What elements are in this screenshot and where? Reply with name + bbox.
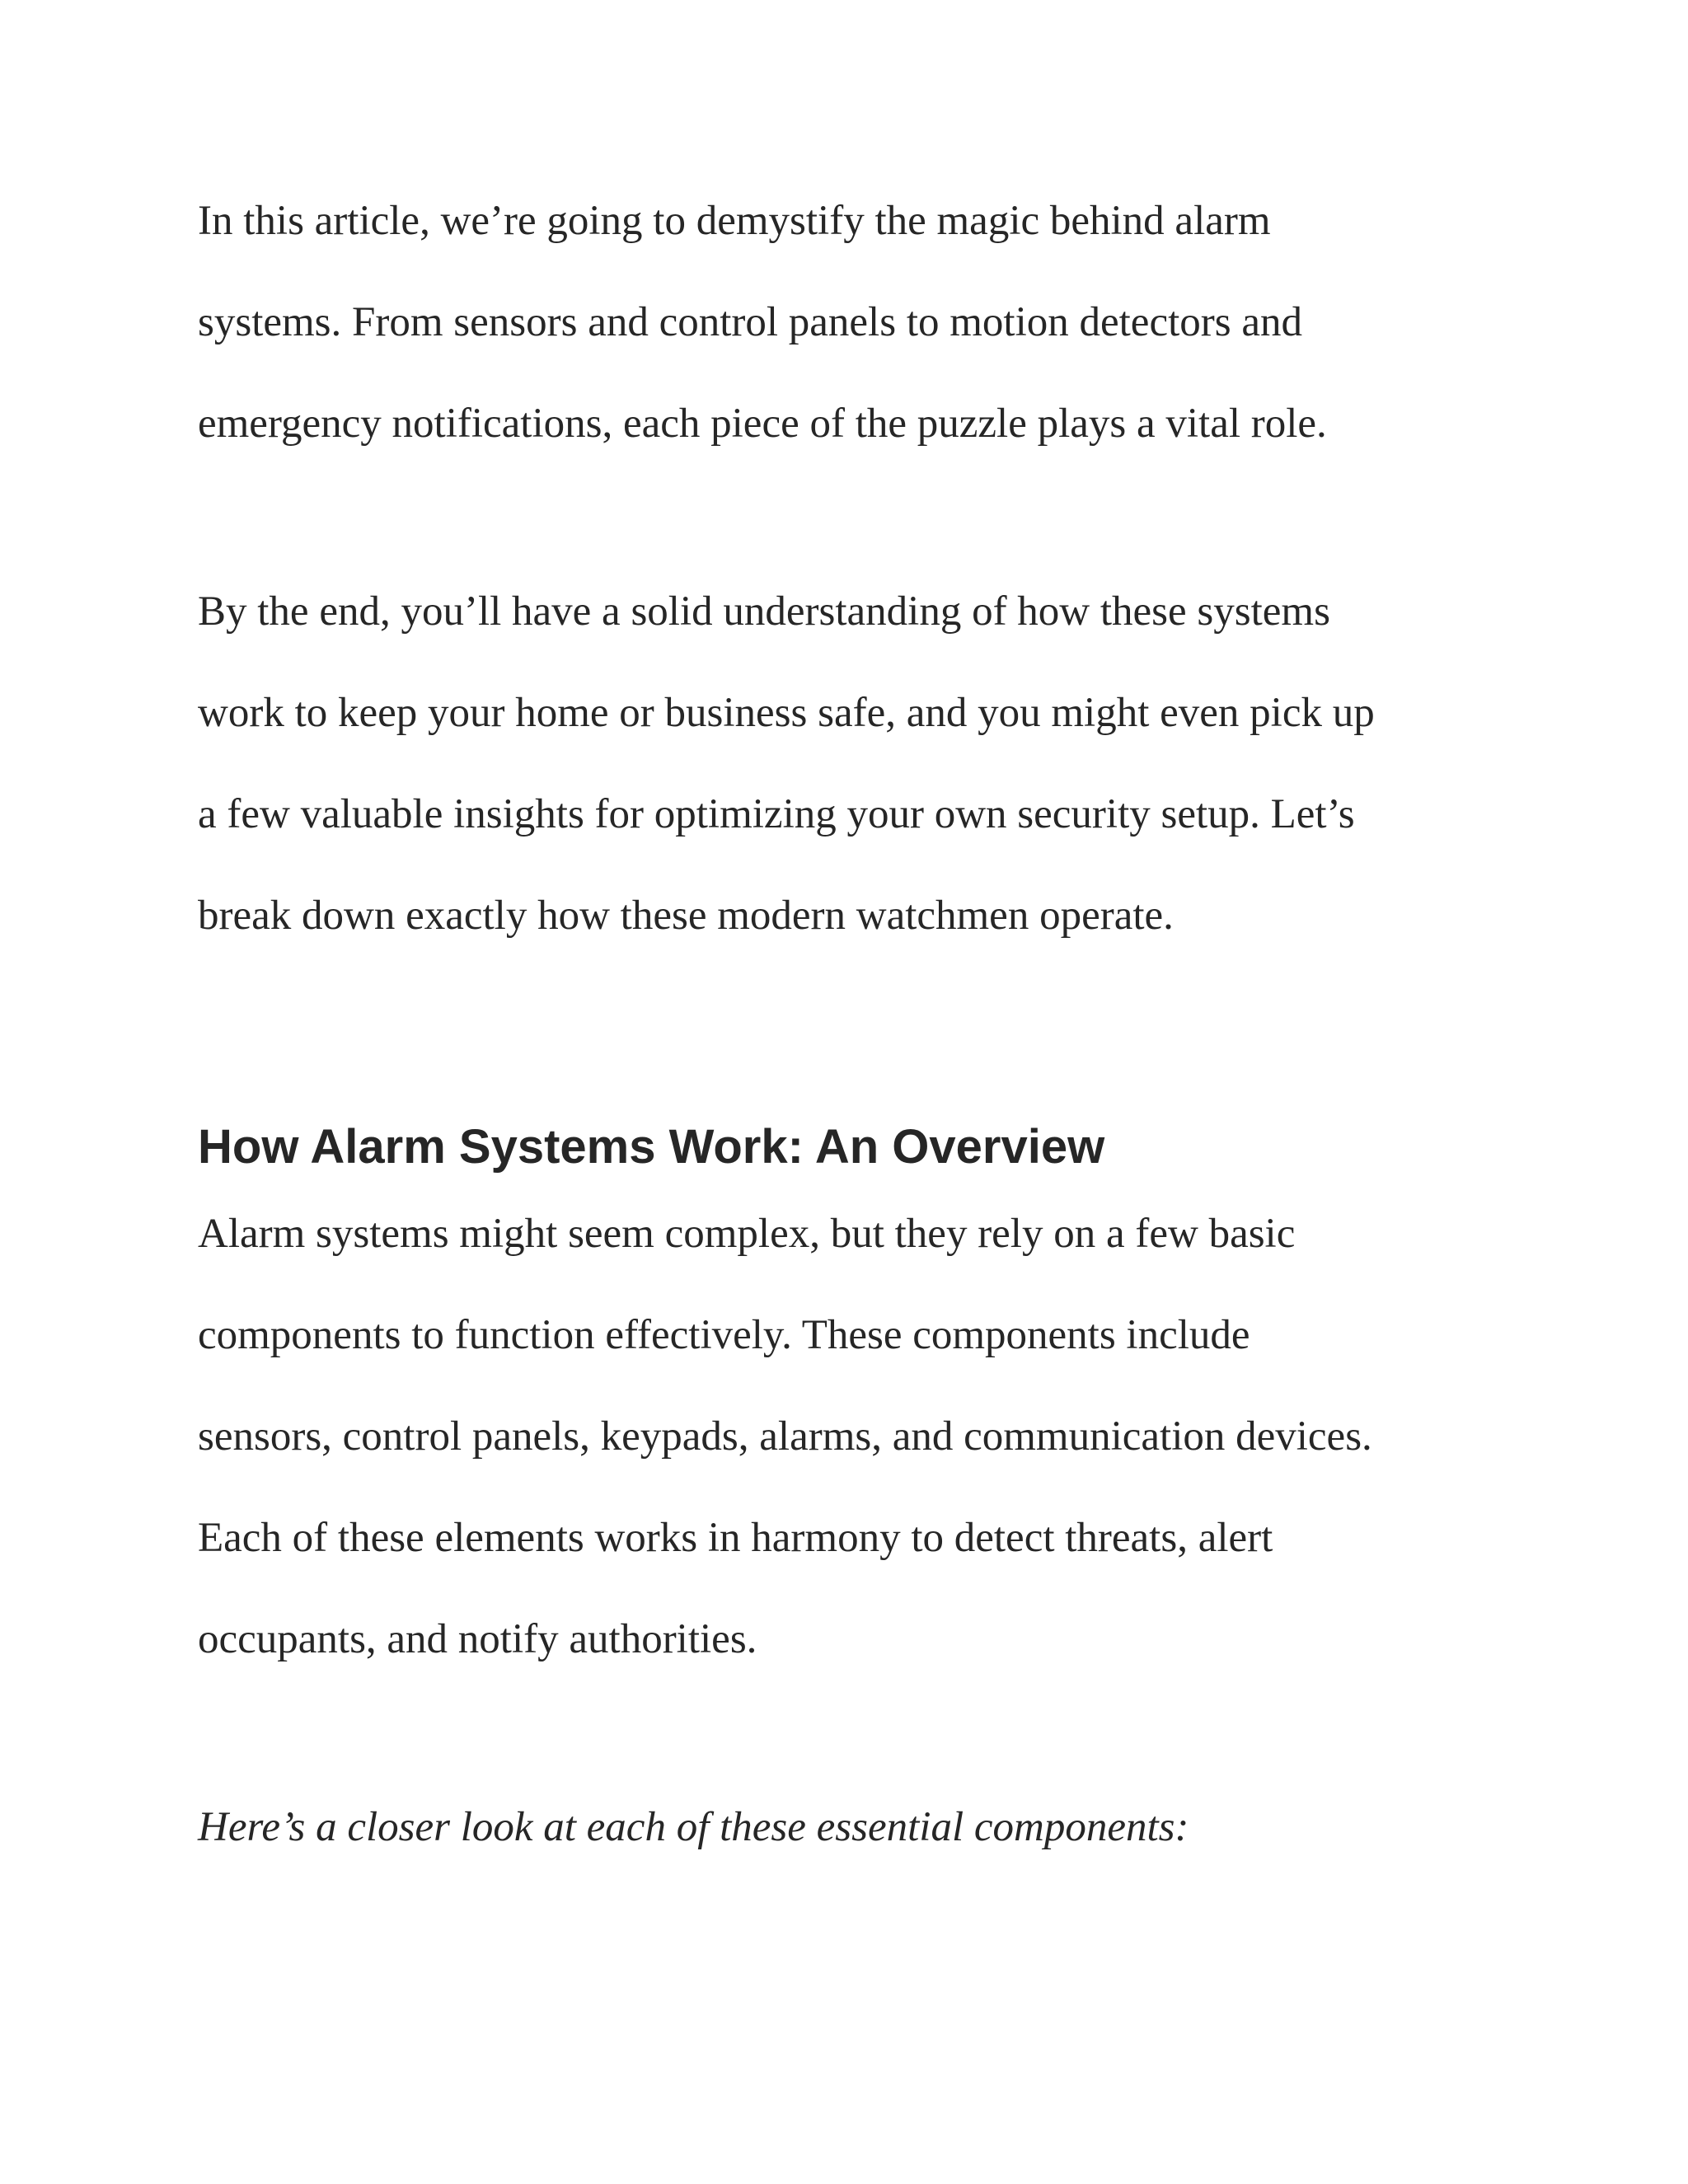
- italic-intro-line: Here’s a closer look at each of these essential components:: [198, 1804, 1189, 1850]
- text-line: work to keep your home or business safe, and you might even pick up: [198, 690, 1375, 736]
- text-line: In this article, we’re going to demystify the magic behind alarm: [198, 198, 1271, 244]
- text-line: systems. From sensors and control panels to motion detectors and: [198, 299, 1302, 345]
- text-line: a few valuable insights for optimizing your own security setup. Let’s: [198, 791, 1355, 837]
- text-line: break down exactly how these modern watchmen operate.: [198, 893, 1174, 939]
- text-line: Each of these elements works in harmony to detect threats, alert: [198, 1515, 1273, 1561]
- text-line: Alarm systems might seem complex, but they rely on a few basic: [198, 1211, 1296, 1257]
- text-line: occupants, and notify authorities.: [198, 1616, 757, 1662]
- section-heading: How Alarm Systems Work: An Overview: [198, 1120, 1105, 1174]
- text-line: By the end, you’ll have a solid understanding of how these systems: [198, 588, 1330, 635]
- text-line: emergency notifications, each piece of the puzzle plays a vital role.: [198, 401, 1327, 447]
- text-line: sensors, control panels, keypads, alarms, and communication devices.: [198, 1413, 1372, 1460]
- text-line: components to function effectively. These components include: [198, 1312, 1250, 1358]
